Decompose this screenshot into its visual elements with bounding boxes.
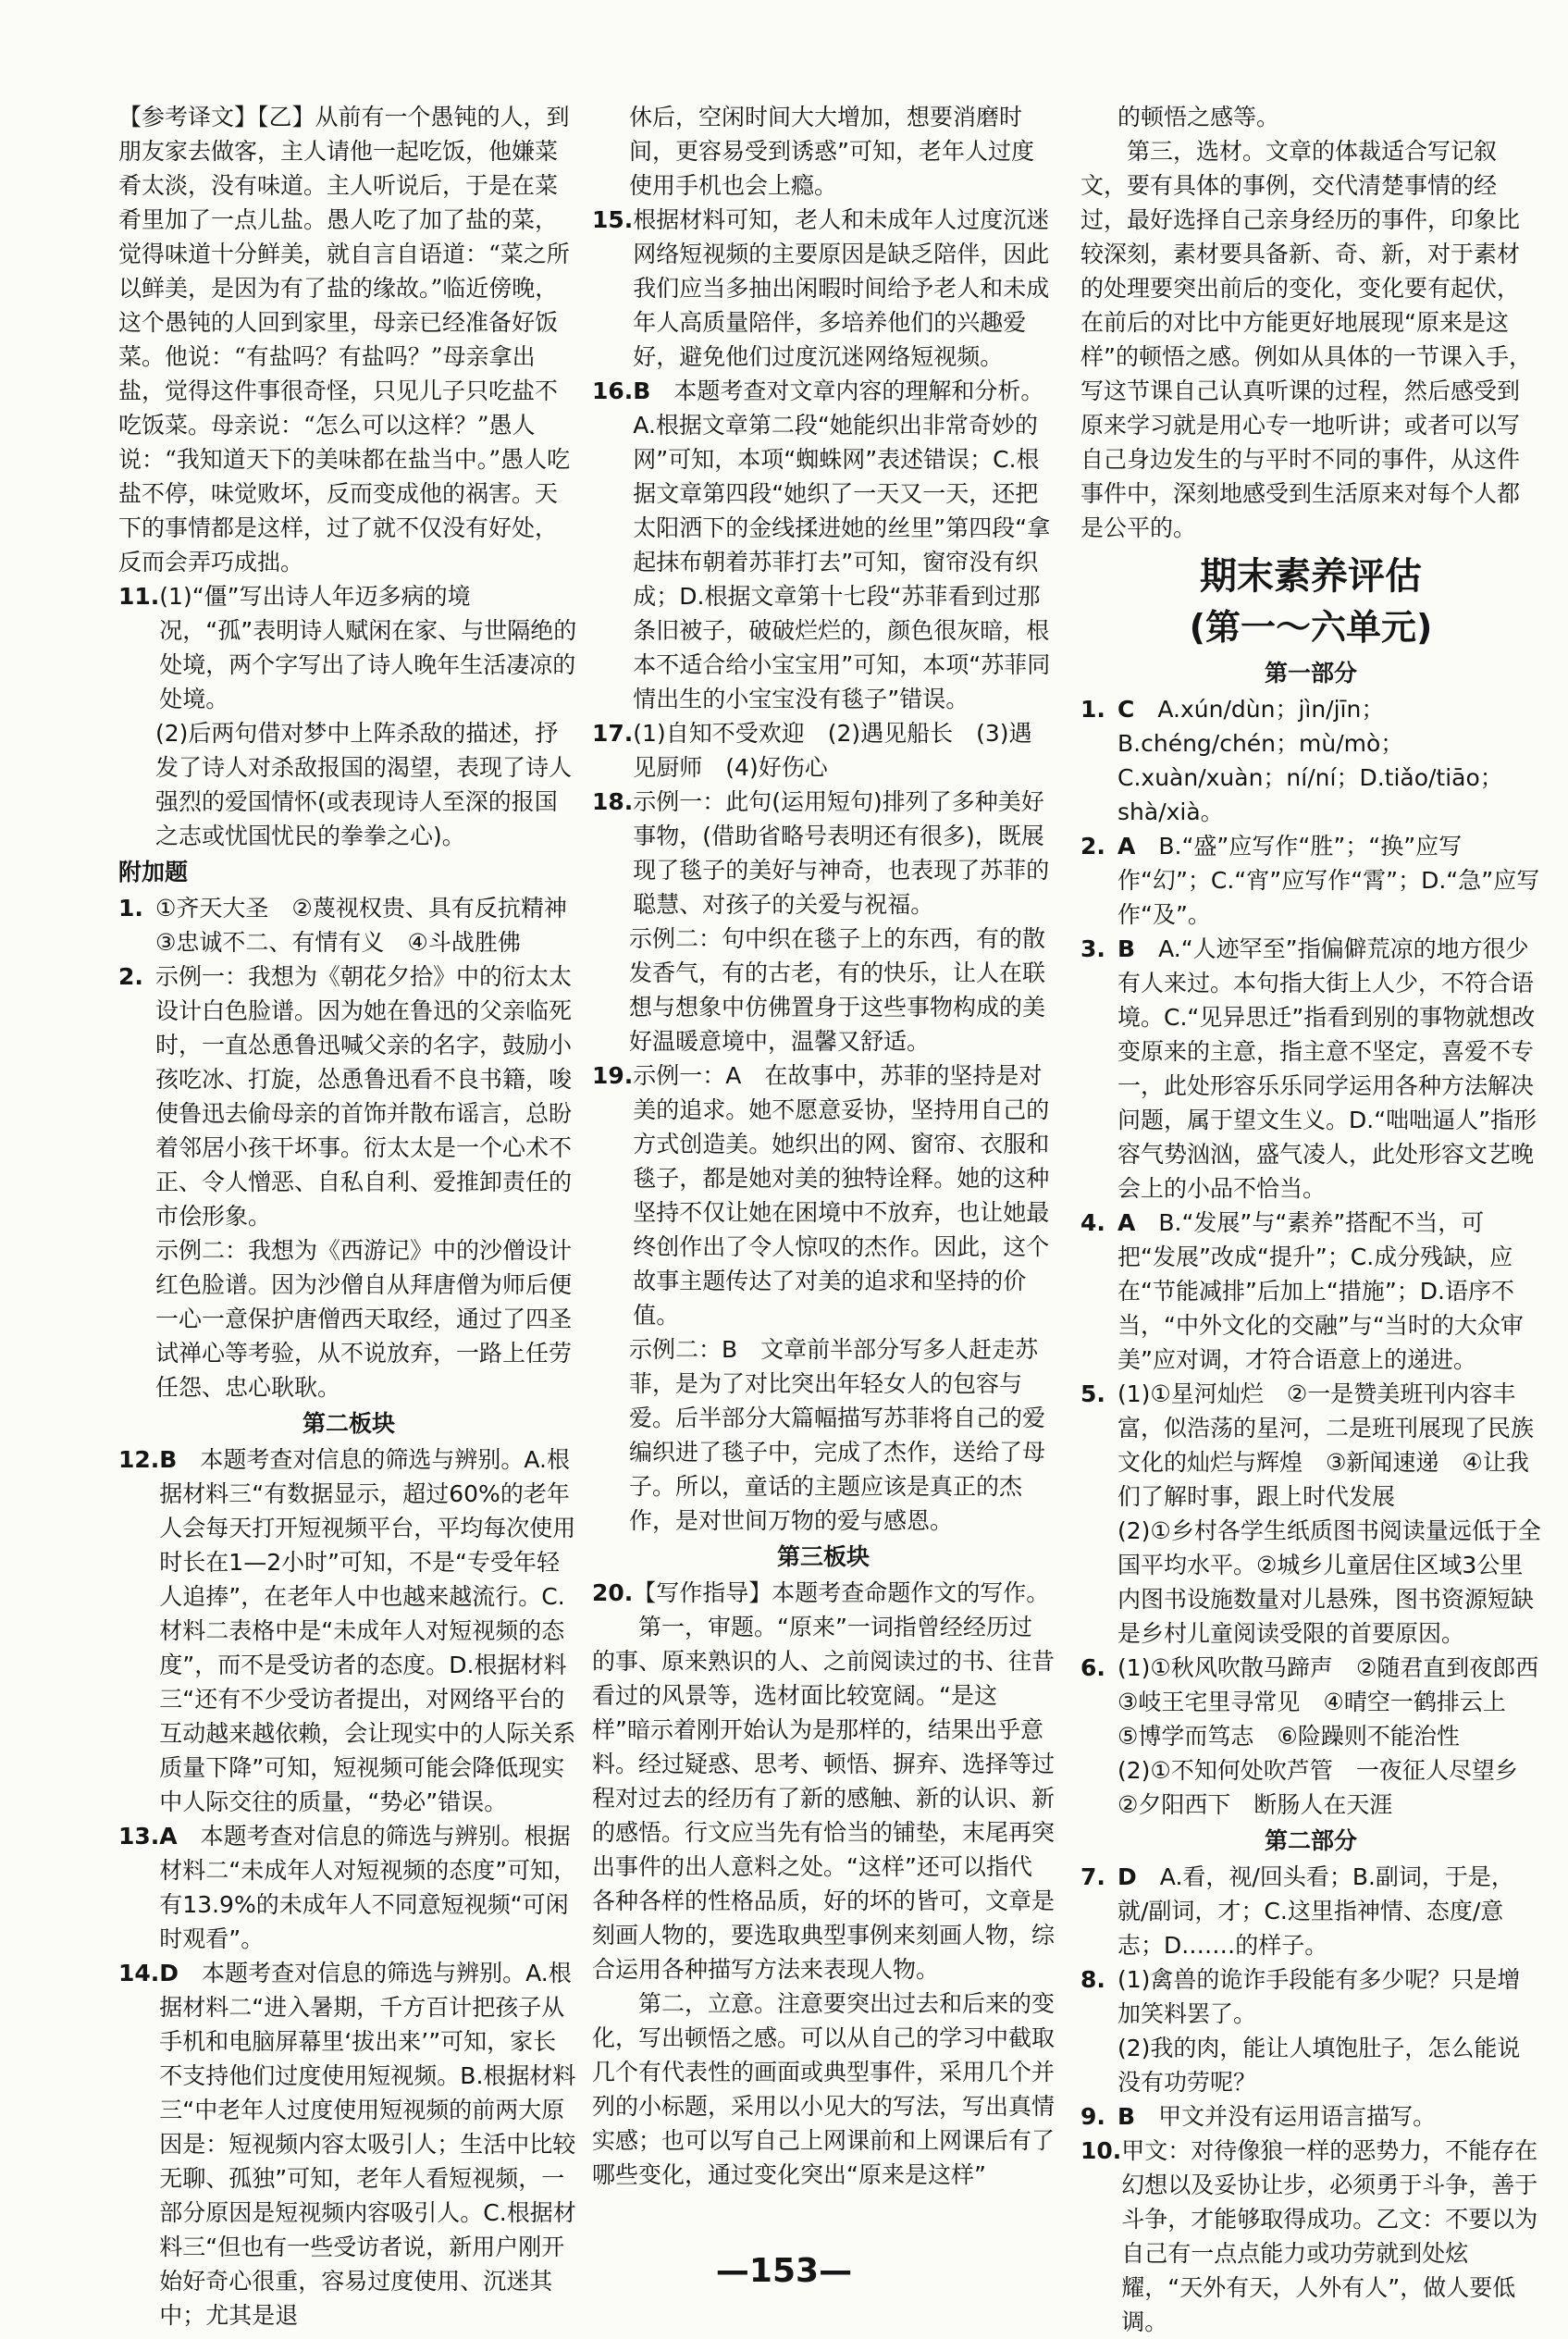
answer-text: (1)①秋风吹散马蹄声 ②随君直到夜郎西 ③岐王宅里寻常见 ④晴空一鹤排云上 ⑤博学而笃志 ⑥险躁则不能治性 [1117, 1654, 1562, 1750]
answer-text: A.看，视/回头看；B.副词，于是，就/副词，才；C.这里指神情、态度/意志；D.……的样子。 [1117, 1863, 1514, 1959]
answer-text: B.“盛”应写作“胜”；“换”应写作“幻”；C.“宵”应写作“霄”；D.“急”应写作“及”。 [1117, 833, 1540, 928]
answer-text: (2)后两句借对梦中上阵杀敌的描述，抒发了诗人对杀敌报国的渴望，表现了诗人强烈的爱国情怀(或表现诗人至深的报国之志或忧国忧民的拳拳之心)。 [155, 720, 573, 849]
item-number: 3. [1080, 935, 1105, 962]
answer-item-e6 [1080, 1651, 1562, 1753]
answer-text: 根据材料可知，老人和未成年人过度沉迷网络短视频的主要原因是缺乏陪伴，因此我们应当多抽出闲暇时间给予老人和未成年人高质量陪伴，多培养他们的兴趣爱好，避免他们过度沉迷网络短视频。 [633, 206, 1050, 370]
answer-text: A.xún/dùn；jìn/jīn；B.chéng/chén；mù/mò；C.xuàn/xuàn；ní/ní；D.tiǎo/tiāo；shà/xià。 [1117, 696, 1503, 825]
answer-text: 本题考查对信息的筛选与辨别。根据材料二“未成年人对短视频的态度”可知，有13.9%的未成年人不同意短视频“可闲时观看”。 [159, 1823, 577, 1952]
item-number: 6. [1080, 1654, 1105, 1681]
item-number: 5. [1080, 1380, 1105, 1407]
answer-text: (1)自知不受欢迎 (2)遇见船长 (3)遇见厨师 (4)好伤心 [633, 720, 1032, 781]
answer-item-16 [592, 374, 1055, 716]
answer-text: 本题考查对信息的筛选与辨别。A.根据材料二“进入暑期，千方百计把孩子从手机和电脑屏幕里‘拔出来’”可知，家长不支持他们过度使用短视频。B.根据材料三“中老年人过度使用短视频的前两大原因是：短视频内容太吸引人；生活中比较无聊、孤独”可知，老年人看短视频，一部分原因是短视频内容吸引人。C.根据材料三“但也有一些受访者说，新用户刚开始好奇心很重，容易过度使用、沉迷其中；尤其是退 [159, 1960, 576, 2329]
section-heading: 附加题 [118, 859, 189, 885]
answer-item-f1 [118, 891, 590, 959]
answer-text: 第一，审题。“原来”一词指曾经经历过的事、原来熟识的人、之前阅读过的书、往昔看过的风景等，选材面比较宽阔。“是这样”暗示着刚开始认为是那样的，结果出乎意料。经过疑惑、思考、顿悟、摒弃、选择等过程对过去的经历有了新的感触、新的认识、新的感悟。行文应当先有恰当的铺垫，末尾再突出事件的出人意料之处。“这样”还可以指代各种各样的性格品质，好的坏的皆可，文章是刻画人物的，要选取典型事例来刻画人物，综合运用各种描写方法来表现人物。 [592, 1614, 1056, 1983]
exam-subtitle: (第一～六单元) [1189, 607, 1433, 648]
answer-text: 甲文并没有运用语言描写。 [1158, 2103, 1437, 2130]
answer-text: (2)①不知何处吹芦管 一夜征人尽望乡 ②夕阳西下 断肠人在天涯 [1117, 1757, 1541, 1818]
item-number: 2. [118, 963, 143, 990]
answer-item-15 [592, 203, 1055, 374]
block-heading: 第三板块 [776, 1543, 870, 1570]
answer-text: (1)禽兽的诡诈手段能有多少呢？只是增加笑料罢了。 [1117, 1966, 1521, 2027]
answer-item-20 [592, 1576, 1055, 1610]
answer-item-e9 [1080, 2099, 1541, 2134]
answer-text: 第二，立意。注意要突出过去和后来的变化，写出顿悟之感。可以从自己的学习中截取几个有代表性的画面或典型事件，采用几个并列的小标题，采用以小见大的写法，写出真情实感；也可以写自己上网课前和上网课后有了哪些变化，通过变化突出“原来是这样” [592, 1990, 1056, 2188]
item-number: 10. [1080, 2137, 1122, 2164]
page-number: —153— [715, 2252, 853, 2290]
item-number: 4. [1080, 1209, 1105, 1236]
answer-letter: C [1117, 696, 1135, 723]
answer-letter: B [633, 377, 651, 404]
reference-translation: 【参考译文】【乙】从前有一个愚钝的人，到朋友家去做客，主人请他一起吃饭，他嫌菜肴太淡，没有味道。主人听说后，于是在菜肴里加了一点儿盐。愚人吃了加了盐的菜，觉得味道十分鲜美，就自言自语道：“菜之所以鲜美，是因为有了盐的缘故。”临近傍晚，这个愚钝的人回到家里，母亲已经准备好饭菜。他说：“有盐吗？有盐吗？”母亲拿出盐，觉得这件事很奇怪，只见儿子只吃盐不吃饭菜。母亲说：“怎么可以这样？”愚人说：“我知道天下的美味都在盐当中。”愚人吃盐不停，味觉败坏，反而变成他的祸害。天下的事情都是这样，过了就不仅没有好处，反而会弄巧成拙。 [118, 104, 571, 575]
block-heading: 第二板块 [302, 1410, 395, 1437]
answer-item-11 [118, 579, 579, 716]
answer-item-12 [118, 1442, 579, 1819]
answer-item-e5 [1080, 1377, 1541, 1514]
answer-letter: A [159, 1823, 178, 1850]
answer-item-18 [592, 785, 1055, 922]
item-number: 15. [592, 206, 634, 233]
answer-letter: B [1117, 935, 1136, 962]
answer-text: ①齐天大圣 ②蔑视权贵、具有反抗精神 ③忠诚不二、有情有义 ④斗战胜佛 [155, 895, 590, 956]
answer-item-e2 [1080, 829, 1541, 932]
column-middle [592, 100, 1055, 2192]
answer-letter: B [159, 1446, 178, 1473]
item-number: 8. [1080, 1966, 1105, 1993]
exam-title: 期末素养评估 [1200, 555, 1422, 598]
answer-item-f2 [118, 959, 579, 1233]
answer-item-e8 [1080, 1962, 1541, 2031]
answer-text: (2)我的肉，能让人填饱肚子，怎么能说没有功劳呢？ [1117, 2035, 1521, 2096]
answer-text: 示例二：句中织在毯子上的东西，有的散发香气，有的古老，有的快乐，让人在联想与想象中仿佛置身于这些事物构成的美好温暖意境中，温馨又舒适。 [629, 925, 1046, 1055]
item-number: 1. [1080, 696, 1105, 723]
answer-text: A.“人迹罕至”指偏僻荒凉的地方很少有人来过。本句指大街上人少，不符合语境。C.“见异思迁”指看到别的事物就想改变原来的主意，指主意不坚定，喜爱不专一，此处形容乐乐同学运用各种方法解决问题，属于望文生义。D.“咄咄逼人”指形容气势汹汹，盛气凌人，此处形容文艺晚会上的小品不恰当。 [1117, 935, 1537, 1202]
answer-item-17 [592, 716, 1055, 785]
answer-text: 示例一：此句(运用短句)排列了多种美好事物，(借助省略号表明还有很多)，既展现了毯子的美好与神奇，也表现了苏菲的聪慧、对孩子的关爱与祝福。 [633, 788, 1050, 918]
answer-text: (1)“僵”写出诗人年迈多病的境况，“孤”表明诗人赋闲在家、与世隔绝的处境，两个字写出了诗人晚年生活凄凉的处境。 [159, 583, 577, 712]
answer-text: 示例二：我想为《西游记》中的沙僧设计红色脸谱。因为沙僧自从拜唐僧为师后便一心一意保护唐僧西天取经，通过了四圣试禅心等考验，从不说放弃，一路上任劳任怨、忠心耿耿。 [155, 1237, 573, 1401]
answer-letter: D [1117, 1863, 1137, 1890]
answer-item-13 [118, 1819, 579, 1956]
answer-item-e4 [1080, 1206, 1541, 1377]
answer-letter: D [159, 1960, 179, 1986]
answer-text: (2)①乡村各学生纸质图书阅读量远低于全国平均水平。②城乡儿童居住区域3公里内图书设施数量对儿悬殊，图书资源短缺是乡村儿童阅读受限的首要原因。 [1117, 1517, 1541, 1647]
answer-item-e10 [1080, 2134, 1541, 2339]
item-number: 14. [118, 1960, 160, 1986]
answer-text: 【写作指导】本题考查命题作文的写作。 [633, 1579, 1050, 1606]
answer-item-e7 [1080, 1860, 1541, 1962]
answer-text: 示例一：A 在故事中，苏菲的坚持是对美的追求。她不愿意妥协，坚持用自己的方式创造美。她织出的网、窗帘、衣服和毯子，都是她对美的独特诠释。她的这种坚持不仅让她在困境中不放弃，也让她最终创作出了令人惊叹的杰作。因此，这个故事主题传达了对美的追求和坚持的价值。 [633, 1062, 1050, 1329]
item-number: 16. [592, 377, 634, 404]
answer-continuation: 休后，空闲时间大大增加，想要消磨时间，更容易受到诱惑”可知，老年人过度使用手机也会上瘾。 [629, 104, 1034, 199]
answer-text: 甲文：对待像狼一样的恶势力，不能存在幻想以及妥协让步，必须勇于斗争，善于斗争，才能够取得成功。乙文：不要以为自己有一点点能力或功劳就到处炫耀，“天外有天，人外有人”，做人要低调。 [1121, 2137, 1538, 2335]
item-number: 17. [592, 720, 634, 747]
answer-text: 示例二：B 文章前半部分写多人赶走苏菲，是为了对比突出年轻女人的包容与爱。后半部分大篇幅描写苏菲将自己的爱编织进了毯子中，完成了杰作，送给了母子。所以，童话的主题应该是真正的杰作，是对世间万物的爱与感恩。 [629, 1336, 1046, 1534]
column-left [118, 100, 590, 2333]
part-heading: 第二部分 [1264, 1827, 1357, 1854]
answer-text: 第三，选材。文章的体裁适合写记叙文，要有具体的事例，交代清楚事情的经过，最好选择自己亲身经历的事件，印象比较深刻，素材要具备新、奇、新，对于素材的处理要突出前后的变化，变化要有起伏，在前后的对比中方能更好地展现“原来是这样”的顿悟之感。例如从具体的一节课入手，写这节课自己认真听课的过程，然后感受到原来学习就是用心专一地听讲；或者可以写自己身边发生的与平时不同的事件，从这件事件中，深刻地感受到生活原来对每个人都是公平的。 [1080, 138, 1532, 541]
answer-text: 本题考查对文章内容的理解和分析。A.根据文章第二段“她能织出非常奇妙的网”可知，本项“蜘蛛网”表述错误；C.根据文章第四段“她织了一天又一天，还把太阳洒下的金线揉进她的丝里”第四段“拿起抹布朝着苏菲打去”可知，窗帘没有织成；D.根据文章第十七段“苏菲看到过那条旧被子，破破烂烂的，颜色很灰暗，根本不适合给小宝宝用”可知，本项“苏菲同情出生的小宝宝没有毯子”错误。 [633, 377, 1051, 712]
item-number: 1. [118, 895, 143, 922]
answer-item-e1 [1080, 692, 1541, 829]
column-right [1080, 100, 1562, 2339]
answer-text: (1)①星河灿烂 ②一是赞美班刊内容丰富，似浩荡的星河，二是班刊展现了民族文化的灿烂与辉煌 ③新闻速递 ④让我们了解时事，跟上时代发展 [1117, 1380, 1535, 1510]
answer-text: 示例一：我想为《朝花夕拾》中的衍太太设计白色脸谱。因为她在鲁迅的父亲临死时，一直怂恿鲁迅喊父亲的名字，鼓励小孩吃冰、打旋，怂恿鲁迅看不良书籍，唆使鲁迅去偷母亲的首饰并散布谣言，总盼着邻居小孩干坏事。衍太太是一个心术不正、令人憎恶、自私自利、爱推卸责任的市侩形象。 [155, 963, 573, 1230]
answer-letter: A [1117, 1209, 1136, 1236]
answer-letter: A [1117, 833, 1136, 860]
part-heading: 第一部分 [1264, 660, 1357, 687]
item-number: 2. [1080, 833, 1105, 860]
item-number: 13. [118, 1823, 160, 1850]
answer-item-e3 [1080, 932, 1541, 1206]
answer-text: 本题考查对信息的筛选与辨别。A.根据材料三“有数据显示，超过60%的老年人会每天打开短视频平台，平均每次使用时长在1—2小时”可知，不是“专受年轻人追捧”，在老年人中也越来越流行。C.材料二表格中是“未成年人对短视频的态度”，而不是受访者的态度。D.根据材料三“还有不少受访者提出，对网络平台的互动越来越依赖，会让现实中的人际关系质量下降”可知，短视频可能会降低现实中人际交往的质量，“势必”错误。 [159, 1446, 576, 1815]
item-number: 18. [592, 788, 634, 815]
item-number: 19. [592, 1062, 634, 1089]
item-number: 7. [1080, 1863, 1105, 1890]
item-number: 12. [118, 1446, 160, 1473]
answer-item-19 [592, 1058, 1055, 1332]
answer-continuation: 的顿悟之感等。 [1117, 104, 1280, 130]
item-number: 20. [592, 1579, 634, 1606]
answer-letter: B [1117, 2103, 1136, 2130]
item-number: 9. [1080, 2103, 1105, 2130]
answer-text: B.“发展”与“素养”搭配不当，可把“发展”改成“提升”；C.成分残缺，应在“节能减排”后加上“措施”；D.语序不当，“中外文化的交融”与“当时的大众审美”应对调，才符合语意上的递进。 [1117, 1209, 1524, 1373]
item-number: 11. [118, 583, 160, 610]
